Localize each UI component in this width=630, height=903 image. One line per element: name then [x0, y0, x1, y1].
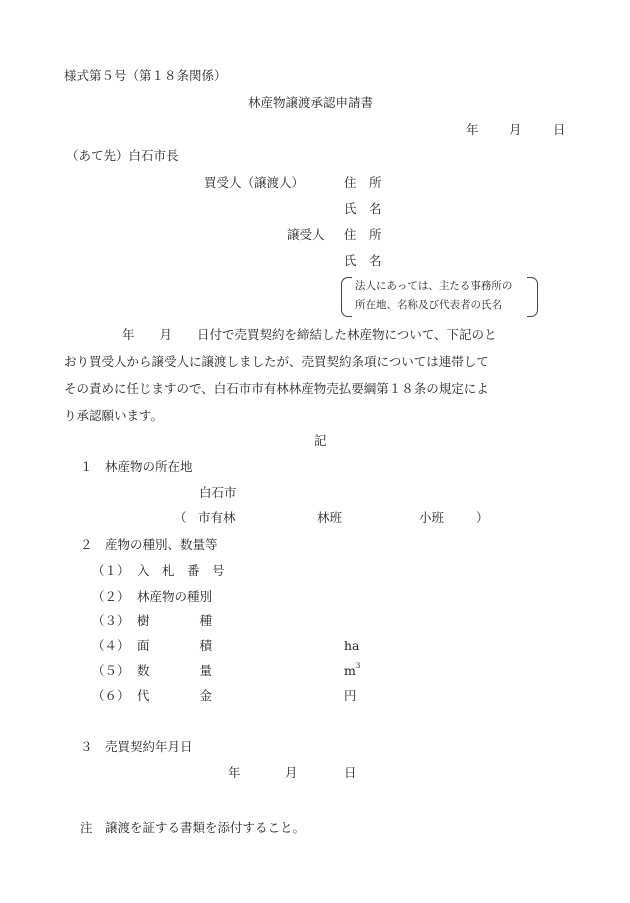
area-unit: ha	[344, 638, 360, 653]
date-month-label: 月	[509, 122, 522, 137]
corporation-note-line1: 法人にあっては、主たる事務所の	[355, 280, 513, 292]
buyer-address-label: 住 所	[344, 175, 382, 190]
location-city: 白石市	[199, 485, 237, 500]
item-number: （３）	[92, 613, 130, 628]
contract-day-label: 日	[344, 765, 357, 780]
contract-year-label: 年	[228, 765, 241, 780]
item-number: （４）	[92, 638, 130, 653]
location-paren-close: ）	[476, 510, 489, 525]
date-day-label: 日	[553, 122, 566, 137]
item-label: 林産物の種別	[137, 589, 213, 604]
buyer-name-label: 氏 名	[344, 201, 382, 216]
item-label: 面 積	[137, 638, 213, 653]
item-number: （１）	[92, 563, 130, 578]
form-number: 様式第５号（第１８条関係）	[64, 68, 227, 83]
price-unit: 円	[344, 688, 357, 703]
item-label: 代 金	[137, 688, 213, 703]
attachment-note: 注 譲渡を証する書類を添付すること。	[80, 820, 306, 835]
buyer-label: 買受人（譲渡人）	[204, 175, 305, 190]
corporation-note-line2: 所在地、名称及び代表者の氏名	[355, 299, 502, 311]
document-title: 林産物譲渡承認申請書	[248, 95, 374, 110]
body-line-4: り承認願います。	[64, 408, 164, 423]
note-bracket-left	[341, 277, 352, 317]
body-line-3: その責めに任じますので、白石市市有林林産物売払要綱第１８条の規定によ	[64, 381, 489, 396]
section3-heading: ３ 売買契約年月日	[80, 739, 193, 754]
ki-heading: 記	[314, 433, 327, 448]
addressee: （あて先）白石市長	[66, 148, 179, 163]
item-number: （６）	[92, 688, 130, 703]
item-label: 数 量	[137, 663, 213, 678]
item-label: 入 札 番 号	[137, 563, 225, 578]
location-han: 林班	[317, 510, 343, 525]
body-line-1: 年 月 日付で売買契約を締結した林産物について、下記のと	[122, 327, 497, 342]
transferee-address-label: 住 所	[344, 227, 382, 242]
location-paren-open: （	[174, 510, 187, 525]
transferee-label: 譲受人	[287, 227, 325, 242]
transferee-name-label: 氏 名	[344, 253, 382, 268]
note-bracket-right	[527, 277, 538, 317]
item-number: （２）	[92, 589, 130, 604]
section1-heading: １ 林産物の所在地	[80, 459, 193, 474]
location-shohan: 小班	[419, 510, 445, 525]
contract-month-label: 月	[285, 765, 298, 780]
location-forest: 市有林	[198, 510, 236, 525]
volume-unit: $m^3$	[344, 662, 361, 678]
item-number: （５）	[92, 663, 130, 678]
item-label: 樹 種	[137, 613, 213, 628]
section2-heading: ２ 産物の種別、数量等	[80, 537, 218, 552]
date-year-label: 年	[466, 122, 479, 137]
body-line-2: おり買受人から譲受人に譲渡しましたが、売買契約条項については連帯して	[64, 354, 489, 369]
